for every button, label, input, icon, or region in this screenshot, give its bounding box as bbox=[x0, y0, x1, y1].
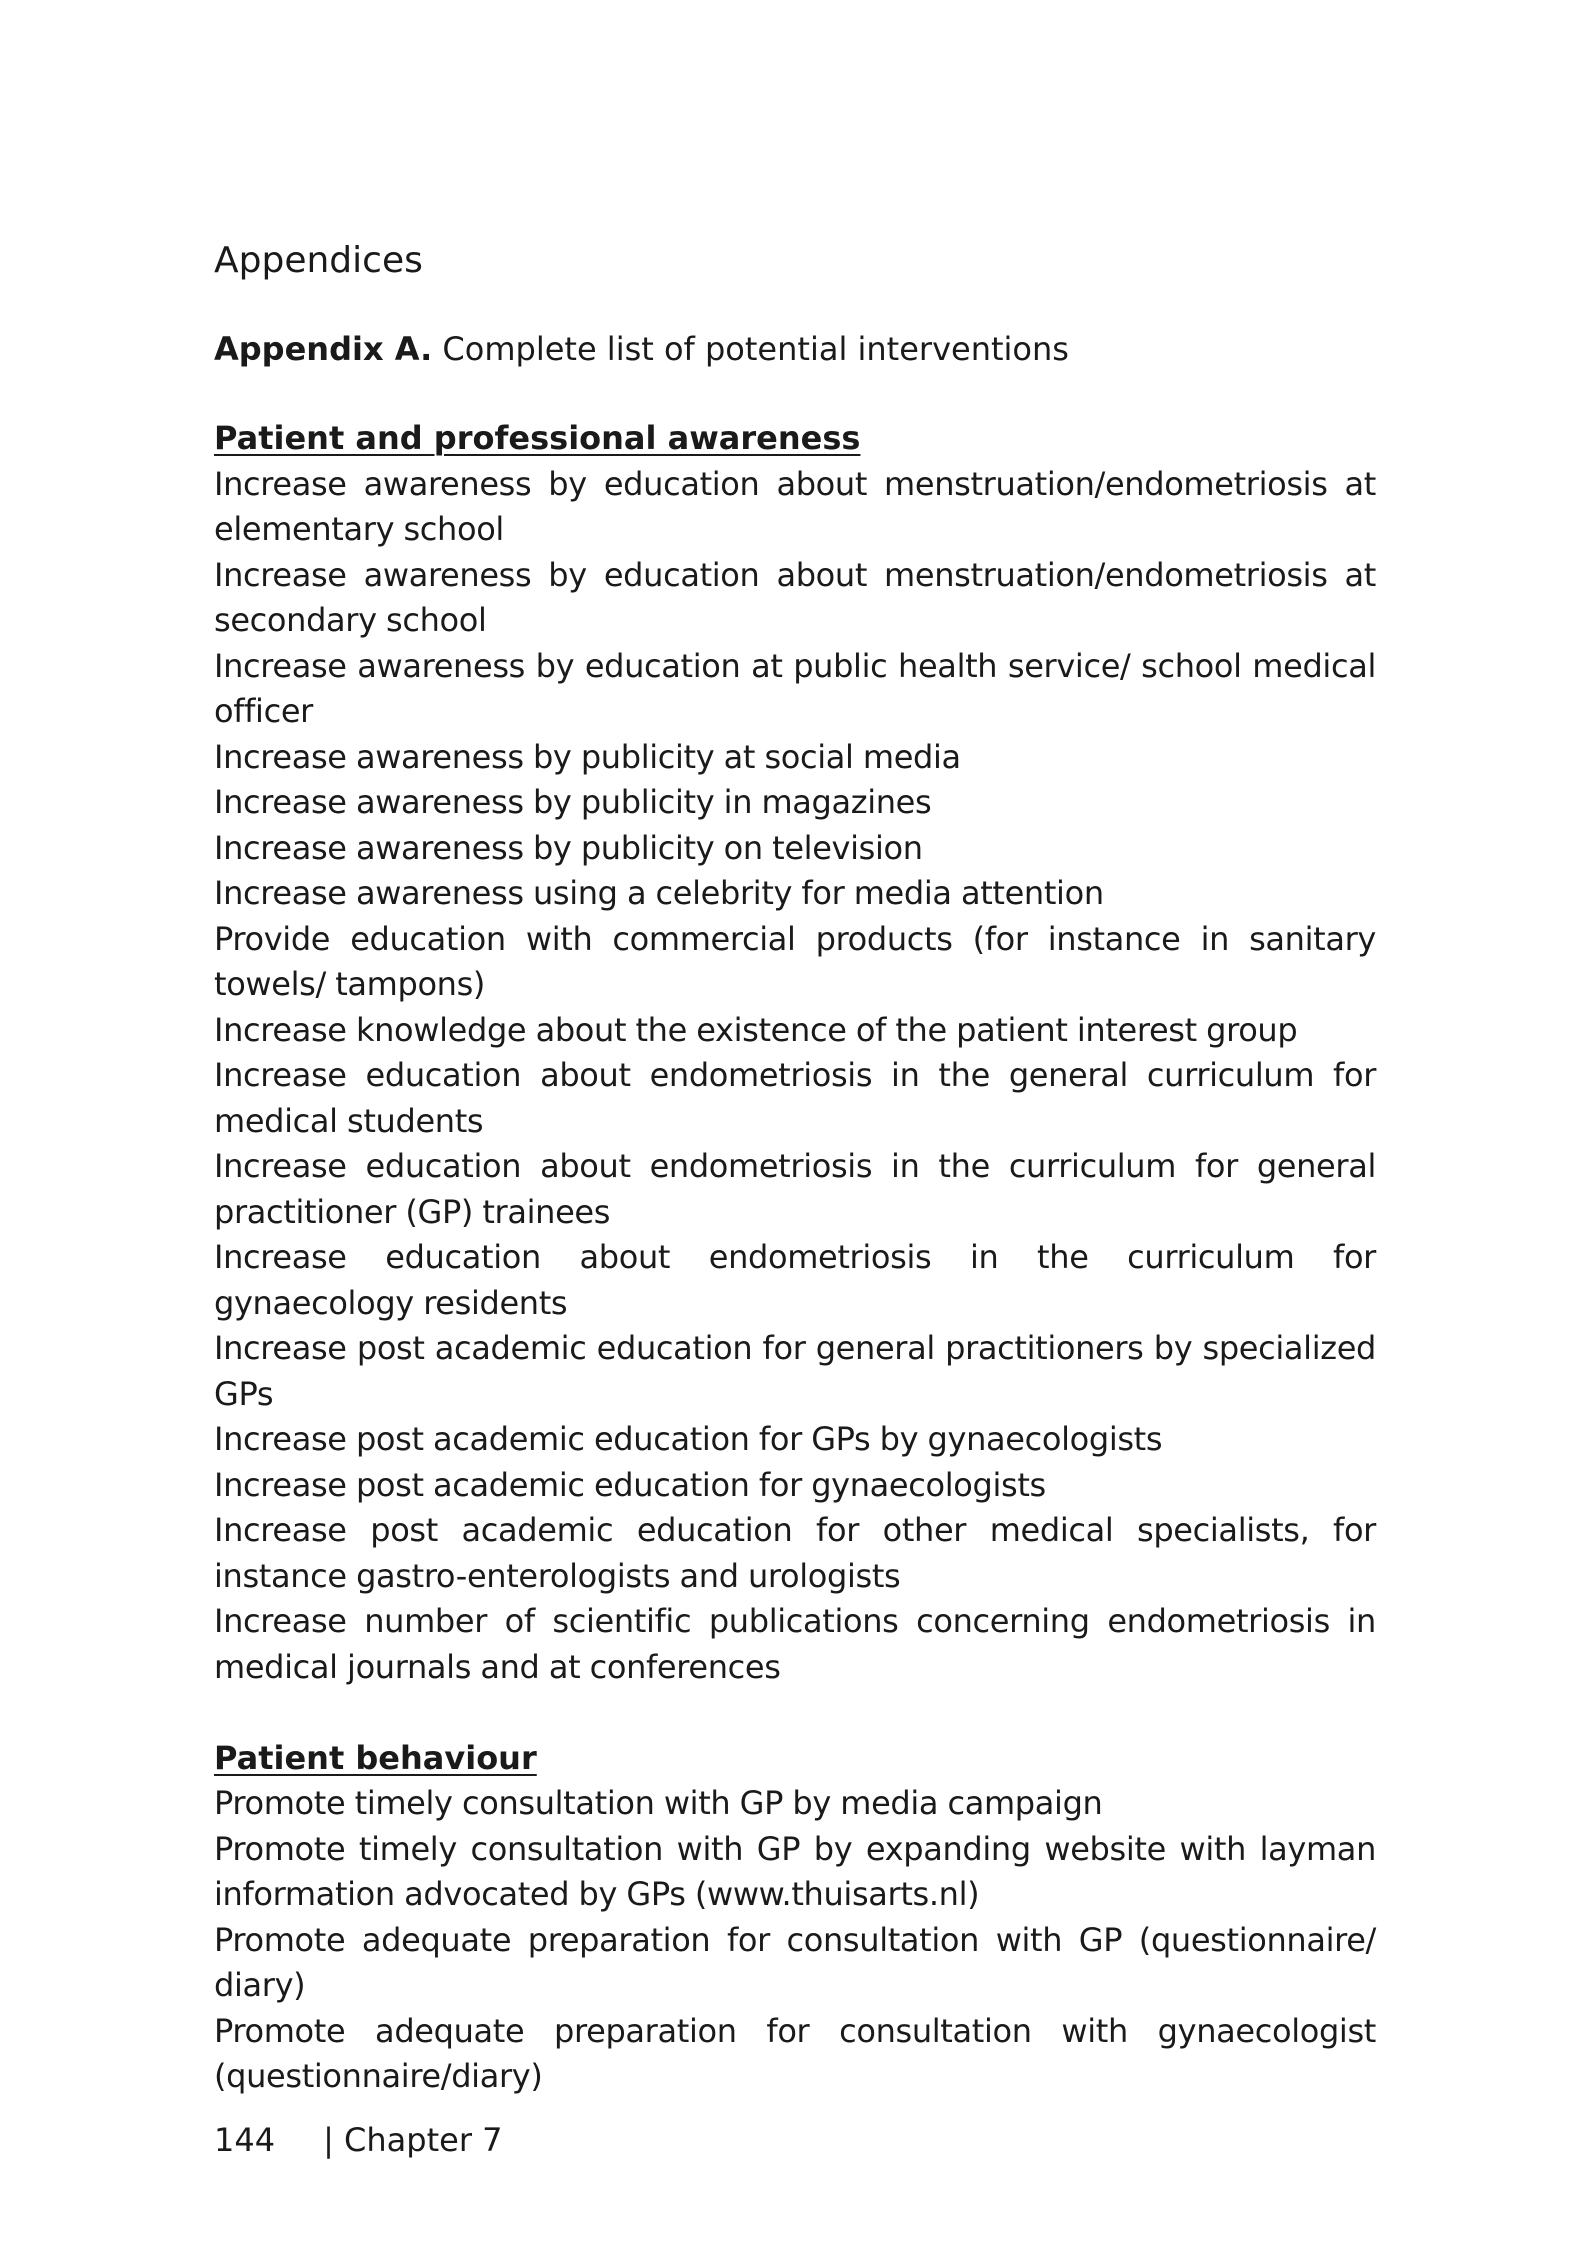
appendix-title bbox=[214, 326, 1376, 372]
list-item: Increase awareness using a celebrity for media attention bbox=[214, 874, 1104, 912]
awareness-list bbox=[214, 462, 1376, 1691]
list-item: Increase awareness by publicity in magazines bbox=[214, 783, 932, 821]
list-item: Increase awareness by education about menstruation/endometriosis at secondary school bbox=[214, 555, 1376, 639]
list-item: Promote timely consultation with GP by expanding website with layman information advocated by GPs (www.thuisarts.nl) bbox=[214, 1829, 1376, 1913]
list-item: Increase post academic education for other medical specialists, for instance gastro-enterologists and urologists bbox=[214, 1511, 1376, 1595]
list-item: Provide education with commercial products (for instance in sanitary towels/ tampons) bbox=[214, 919, 1376, 1003]
chapter-label: | Chapter 7 bbox=[323, 2121, 503, 2159]
list-item: Increase number of scientific publications concerning endometriosis in medical journals and at conferences bbox=[214, 1602, 1376, 1686]
list-item: Increase post academic education for general practitioners by specialized GPs bbox=[214, 1329, 1376, 1413]
list-item: Increase awareness by education at public health service/ school medical officer bbox=[214, 646, 1376, 730]
list-item: Increase awareness by education about menstruation/endometriosis at elementary school bbox=[214, 464, 1376, 548]
list-item: Increase post academic education for GPs by gynaecologists bbox=[214, 1420, 1163, 1458]
list-item: Promote adequate preparation for consultation with gynaecologist (questionnaire/diary) bbox=[214, 2011, 1376, 2095]
list-item: Promote adequate preparation for consultation with GP (questionnaire/ diary) bbox=[214, 1920, 1376, 2004]
section-title-awareness: Patient and professional awareness bbox=[214, 419, 861, 457]
appendix-label: Appendix A. bbox=[214, 330, 433, 368]
section-title-behaviour: Patient behaviour bbox=[214, 1738, 537, 1777]
section-behaviour bbox=[214, 1736, 1376, 2100]
list-item: Increase knowledge about the existence of the patient interest group bbox=[214, 1010, 1298, 1049]
page-footer bbox=[214, 2118, 503, 2162]
list-item: Increase awareness by publicity at social media bbox=[214, 737, 961, 776]
list-item: Increase post academic education for gynaecologists bbox=[214, 1465, 1046, 1504]
section-awareness bbox=[214, 416, 1376, 1690]
list-item: Increase education about endometriosis in the curriculum for gynaecology residents bbox=[214, 1238, 1376, 1322]
behaviour-list bbox=[214, 1781, 1376, 2100]
list-item: Increase awareness by publicity on television bbox=[214, 828, 923, 867]
list-item: Increase education about endometriosis in the curriculum for general practitioner (GP) trainees bbox=[214, 1147, 1376, 1231]
section-spacer bbox=[214, 1690, 1376, 1736]
appendix-title-text: Complete list of potential interventions bbox=[442, 330, 1069, 368]
page-content bbox=[214, 236, 1376, 2100]
page-number: 144 bbox=[214, 2121, 276, 2159]
list-item: Promote timely consultation with GP by media campaign bbox=[214, 1784, 1103, 1822]
list-item: Increase education about endometriosis in the general curriculum for medical students bbox=[214, 1056, 1376, 1140]
page-heading: Appendices bbox=[214, 240, 423, 281]
